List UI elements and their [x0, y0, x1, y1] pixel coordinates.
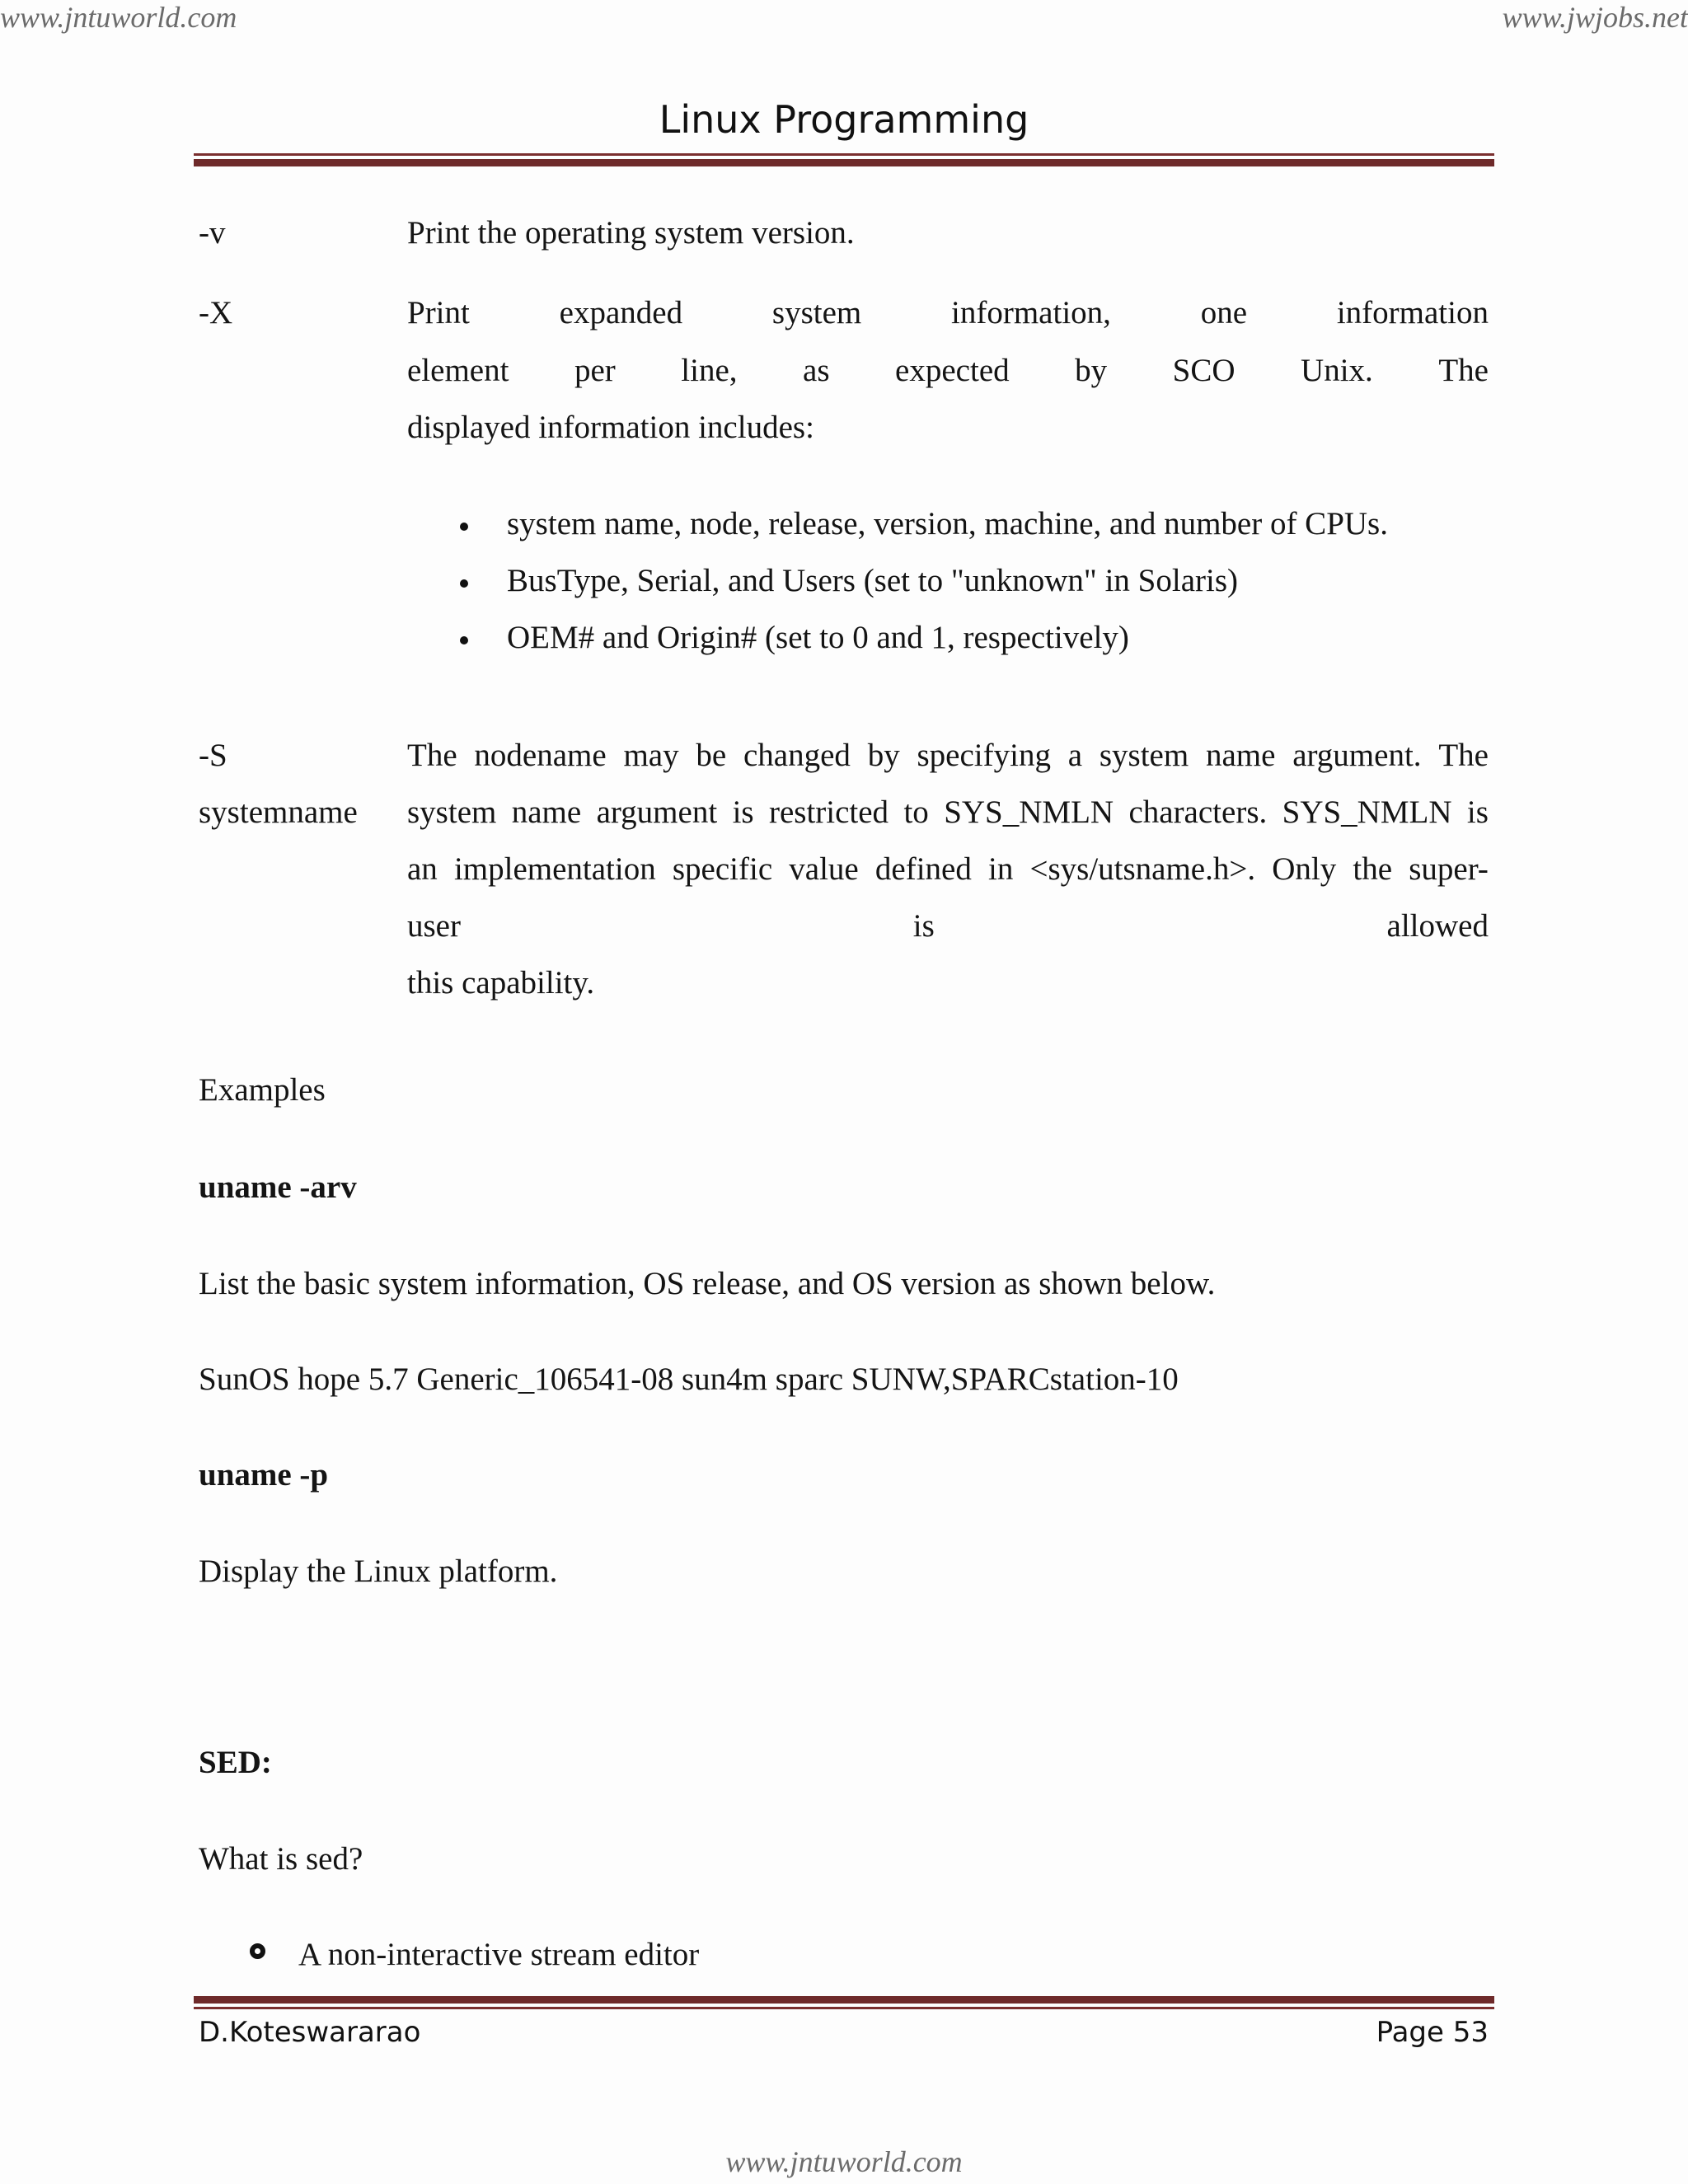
footer-page-number: Page 53 [1376, 2016, 1489, 2049]
option-flag-x: -X [199, 295, 233, 330]
bullet-icon [460, 636, 468, 644]
examples-heading: Examples [199, 1072, 326, 1108]
option-desc-x-line-1: Print expanded system information, one information [407, 295, 1489, 330]
circle-bullet-icon [250, 1943, 265, 1959]
list-item: A non-interactive stream editor [298, 1937, 700, 1972]
header-rule [194, 153, 1494, 166]
bullet-icon [460, 523, 468, 531]
example-command: uname -arv [199, 1169, 357, 1205]
watermark-bottom: www.jntuworld.com [725, 2145, 963, 2178]
option-desc-s-line-1: The nodename may be changed by specifying a system name argument. The [407, 738, 1489, 773]
example-description: List the basic system information, OS release, and OS version as shown below. [199, 1266, 1216, 1301]
option-flag-s: -S [199, 738, 227, 773]
option-flag-v: -v [199, 215, 226, 251]
list-item: OEM# and Origin# (set to 0 and 1, respectively) [507, 620, 1129, 655]
option-desc-s-line-3: an implementation specific value defined in <sys/utsname.h>. Only the super- [407, 851, 1489, 887]
list-item: system name, node, release, version, machine, and number of CPUs. [507, 506, 1388, 541]
example-command: uname -p [199, 1457, 329, 1493]
option-desc-s-line-4: user is allowed [407, 908, 1489, 944]
bullet-icon [460, 579, 468, 588]
section-heading: SED: [199, 1745, 272, 1780]
list-item: BusType, Serial, and Users (set to "unknown" in Solaris) [507, 563, 1239, 598]
example-output: SunOS hope 5.7 Generic_106541-08 sun4m sparc SUNW,SPARCstation-10 [199, 1361, 1179, 1397]
section-question: What is sed? [199, 1841, 363, 1877]
footer-author: D.Koteswararao [199, 2016, 421, 2049]
option-desc-x-line-3: displayed information includes: [407, 410, 814, 445]
example-description: Display the Linux platform. [199, 1554, 558, 1589]
watermark-top-right: www.jwjobs.net [1502, 1, 1688, 34]
option-desc-x-line-2: element per line, as expected by SCO Unix. The [407, 353, 1489, 388]
option-desc-s-line-5: this capability. [407, 965, 595, 1001]
footer-rule [194, 1996, 1494, 2009]
option-desc-s-line-2: system name argument is restricted to SYS_NMLN characters. SYS_NMLN is [407, 794, 1489, 830]
option-flag-s-arg: systemname [199, 794, 358, 830]
option-desc-v: Print the operating system version. [407, 215, 855, 251]
page-title: Linux Programming [659, 97, 1029, 142]
watermark-top-left: www.jntuworld.com [0, 1, 237, 34]
